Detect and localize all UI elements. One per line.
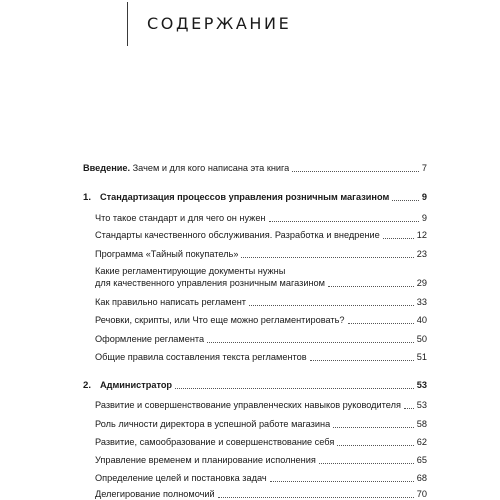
entry-title: Стандарты качественного обслуживания. Разработка и внедрение bbox=[95, 230, 380, 240]
entry-title: Управление временем и планирование исполнения bbox=[95, 455, 316, 465]
dot-leader bbox=[319, 462, 414, 464]
page-number: 70 bbox=[416, 489, 427, 499]
dot-leader bbox=[383, 237, 414, 239]
intro-text: Зачем и для кого написана эта книга bbox=[130, 163, 290, 173]
toc-entry[interactable] bbox=[95, 419, 427, 430]
dot-leader bbox=[310, 359, 414, 361]
toc-entry[interactable] bbox=[95, 437, 427, 448]
dot-leader bbox=[175, 387, 414, 389]
dot-leader bbox=[333, 426, 414, 428]
page-number: 62 bbox=[416, 437, 427, 447]
page-number: 29 bbox=[416, 278, 427, 288]
dot-leader bbox=[218, 496, 414, 498]
dot-leader bbox=[270, 480, 414, 482]
entry-title: Что такое стандарт и для чего он нужен bbox=[95, 213, 266, 223]
page-number: 53 bbox=[416, 400, 427, 410]
chapter-title: Администратор bbox=[100, 380, 173, 390]
page-number: 50 bbox=[416, 334, 427, 344]
toc-entry[interactable] bbox=[95, 249, 427, 260]
chapter-title: Стандартизация процессов управления розничным магазином bbox=[100, 192, 390, 202]
intro-label: Введение. bbox=[83, 163, 131, 173]
toc-entry[interactable] bbox=[95, 315, 427, 326]
toc-entry[interactable] bbox=[95, 297, 427, 308]
entry-title: Делегирование полномочий bbox=[95, 489, 215, 499]
dot-leader bbox=[328, 285, 414, 287]
entry-title: для качественного управления розничным магазином bbox=[95, 278, 325, 288]
page-number: 65 bbox=[416, 455, 427, 465]
dot-leader bbox=[292, 170, 419, 172]
page-number: 33 bbox=[416, 297, 427, 307]
dot-leader bbox=[337, 444, 413, 446]
page-number: 9 bbox=[421, 192, 427, 202]
entry-title: Общие правила составления текста регламентов bbox=[95, 352, 307, 362]
page-number: 40 bbox=[416, 315, 427, 325]
entry-title: Как правильно написать регламент bbox=[95, 297, 247, 307]
page-number: 7 bbox=[421, 163, 427, 173]
page-number: 58 bbox=[416, 419, 427, 429]
dot-leader bbox=[207, 341, 414, 343]
dot-leader bbox=[348, 322, 414, 324]
toc-entry-intro[interactable] bbox=[83, 163, 427, 174]
toc-entry[interactable] bbox=[95, 334, 427, 345]
page-number: 51 bbox=[416, 352, 427, 362]
dot-leader bbox=[392, 199, 419, 201]
toc-entry[interactable] bbox=[95, 473, 427, 484]
dot-leader bbox=[269, 220, 419, 222]
page-number: 12 bbox=[416, 230, 427, 240]
chapter-number: 2. bbox=[83, 380, 92, 391]
chapter-number: 1. bbox=[83, 192, 92, 203]
dot-leader bbox=[241, 256, 413, 258]
entry-title-line1: Какие регламентирующие документы нужны bbox=[95, 266, 286, 276]
entry-title: Определение целей и постановка задач bbox=[95, 473, 267, 483]
entry-title: Оформление регламента bbox=[95, 334, 205, 344]
page-title: СОДЕРЖАНИЕ bbox=[147, 14, 292, 33]
toc-entry[interactable] bbox=[95, 230, 427, 241]
page-number: 53 bbox=[416, 380, 427, 390]
toc-chapter-2[interactable] bbox=[100, 380, 427, 391]
toc-entry[interactable] bbox=[95, 278, 427, 289]
entry-title: Программа «Тайный покупатель» bbox=[95, 249, 239, 259]
toc-entry[interactable] bbox=[95, 400, 427, 411]
entry-title: Речовки, скрипты, или Что еще можно регламентировать? bbox=[95, 315, 345, 325]
toc-entry[interactable] bbox=[95, 489, 427, 500]
page-number: 23 bbox=[416, 249, 427, 259]
entry-title: Развитие и совершенствование управленческих навыков руководителя bbox=[95, 400, 401, 410]
toc-chapter-1[interactable] bbox=[100, 192, 427, 203]
page-number: 9 bbox=[421, 213, 427, 223]
entry-title: Развитие, самообразование и совершенствование себя bbox=[95, 437, 335, 447]
dot-leader bbox=[249, 304, 414, 306]
dot-leader bbox=[404, 407, 414, 409]
page-number: 68 bbox=[416, 473, 427, 483]
toc-entry[interactable] bbox=[95, 455, 427, 466]
entry-title: Роль личности директора в успешной работе магазина bbox=[95, 419, 331, 429]
heading-rule bbox=[127, 2, 128, 46]
toc-entry[interactable] bbox=[95, 213, 427, 224]
toc-entry[interactable] bbox=[95, 352, 427, 363]
